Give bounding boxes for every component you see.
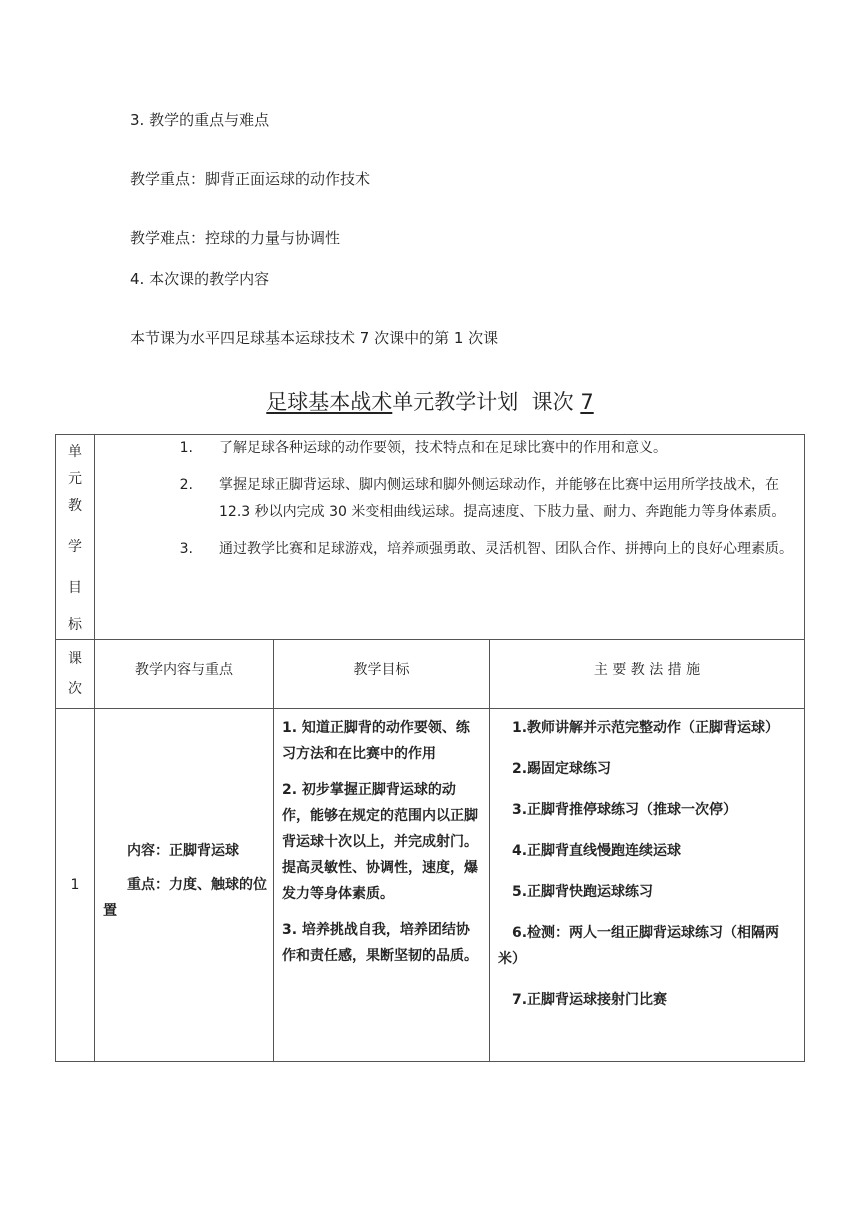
label-char: 单 [68,444,82,460]
measures-header-text: 主 要 教 法 措 施 [593,662,701,678]
goal-number: 3. [179,541,193,557]
objective-item: 3. 培养挑战自我，培养团结协作和责任感，果断坚韧的品质。 [282,922,478,964]
focus-text: 重点：力度、触球的位置 [103,877,267,919]
lesson-row [56,709,805,1062]
goal-item [95,536,804,563]
lesson-number: 1 [56,709,95,1062]
measure-item: 4.正脚背直线慢跑连续运球 [512,843,682,859]
measure-item: 6.检测：两人一组正脚背运球练习（相隔两米） [498,925,780,967]
lesson-note: 本节课为水平四足球基本运球技术 7 次课中的第 1 次课 [130,329,499,347]
header-row [56,640,805,709]
content-text: 内容：正脚背运球 [127,843,239,859]
unit-goals-list [95,435,805,640]
header-char: 课 [68,651,82,667]
lesson-objectives [274,709,490,1062]
goal-text: 掌握足球正脚背运球、脚内侧运球和脚外侧运球动作，并能够在比赛中运用所学技战术，在 12.3 秒以内完成 30 米变相曲线运球。提高速度、下肢力量、耐力、奔跑能力等身体素质。 [219,477,786,520]
goal-text: 通过教学比赛和足球游戏，培养顽强勇敢、灵活机智、团队合作、拼搏向上的良好心理素质。 [219,541,793,557]
objectives-column-header [274,640,490,709]
goal-number: 1. [179,440,193,456]
unit-plan-table [55,434,805,1062]
plan-title-underlined: 足球基本战术 [266,390,393,414]
lesson-column-header [56,640,95,709]
difficulty: 教学难点：控球的力量与协调性 [130,229,341,247]
unit-goals-label [56,435,95,640]
label-char: 目 [68,580,82,596]
objective-item: 1. 知道正脚背的动作要领、练习方法和在比赛中的作用 [282,720,470,762]
goal-number: 2. [179,477,193,493]
label-char: 教 [68,498,82,514]
section3-heading: 3. 教学的重点与难点 [130,111,270,129]
unit-goals-row [56,435,805,640]
measure-item: 3.正脚背推停球练习（推球一次停） [512,802,738,818]
goal-item [95,435,804,462]
objectives-header-text: 教学目标 [353,662,410,678]
measure-item: 5.正脚背快跑运球练习 [512,884,654,900]
lesson-content [95,709,274,1062]
measures-column-header [490,640,805,709]
measure-item: 7.正脚背运球接射门比赛 [512,992,668,1008]
lesson-measures [490,709,805,1062]
plan-title-number: 7 [580,390,594,414]
header-char: 次 [68,681,82,697]
objective-item: 2. 初步掌握正脚背运球的动作，能够在规定的范围内以正脚背运球十次以上，并完成射门。提高灵敏性、协调性，速度，爆发力等身体素质。 [282,782,478,902]
content-column-header [95,640,274,709]
plan-title-middle: 单元教学计划 课次 [392,390,581,414]
label-char: 标 [68,617,82,633]
label-char: 学 [68,539,82,555]
goal-text: 了解足球各种运球的动作要领，技术特点和在足球比赛中的作用和意义。 [219,440,667,456]
label-char: 元 [68,471,82,487]
plan-title [0,388,860,416]
content-header-text: 教学内容与重点 [135,662,233,678]
key-point: 教学重点：脚背正面运球的动作技术 [130,170,371,188]
goal-item [95,472,804,526]
measure-item: 1.教师讲解并示范完整动作（正脚背运球） [512,720,780,736]
measure-item: 2.踢固定球练习 [512,761,612,777]
section4-heading: 4. 本次课的教学内容 [130,270,270,288]
